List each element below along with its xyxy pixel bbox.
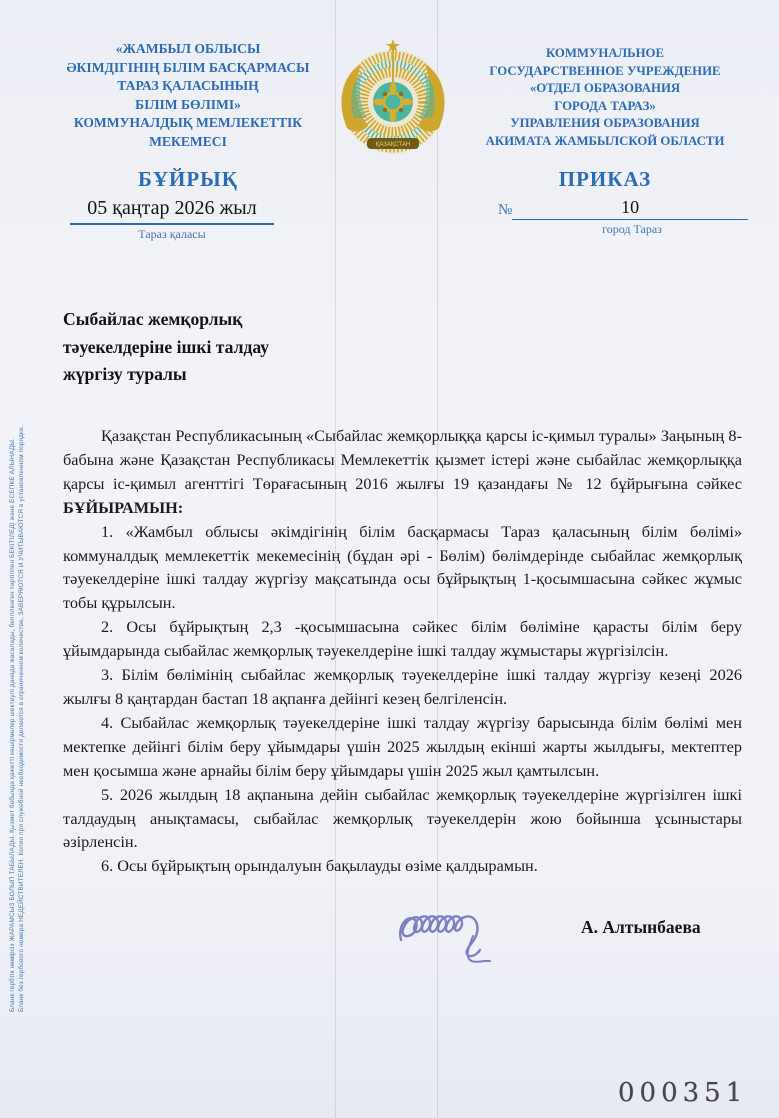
margin-note-russian: Бланк без гербового номера НЕДЕЙСТВИТЕЛЕН. Копии при служебной необходимости делаются в ограниченном количестве, ЗАВЕРЯЮТСЯ И УЧИТЫВАЮТСЯ в установленном порядке. [17,425,25,1012]
org-line: МЕКЕМЕСІ [149,133,227,149]
order-item: 4. Сыбайлас жемқорлық тәуекелдеріне ішкі талдау жүргізу барысында білім бөлімі мен мектепке дейінгі білім беру ұйымдары үшін 2025 жылдың екінші жарты жылдығы, мектептер мен қосымша және арнайы білім беру ұйымдары үшін 2025 жыл қамтылсын. [63,712,742,780]
org-line: ТАРАЗ ҚАЛАСЫНЫҢ [117,78,259,93]
order-item: 5. 2026 жылдың 18 ақпанына дейін сыбайлас жемқорлық тәуекелдеріне жүргізілген ішкі талдаудың анықтамасы, сыбайлас жемқорлық тәуекелдерін жою бойынша ұсыныстары әзірленсін. [63,784,742,852]
order-number-block [498,198,748,237]
kazakhstan-state-emblem-icon [332,26,454,172]
intro-text: Қазақстан Республикасының «Сыбайлас жемқорлыққа қарсы іс-қимыл туралы» Заңының 8-бабына және Қазақстан Республикасы Мемлекеттік қызмет істері және сыбайлас жемқорлыққа қарсы іс-қимыл агенттігі Төрағасының 2016 жылғы 19 қазандағы № 12 бұйрығына сәйкес [63,426,742,493]
order-title-russian: ПРИКАЗ [558,167,652,191]
order-item: 2. Осы бұйрықтың 2,3 -қосымшасына сәйкес білім бөліміне қарасты білім беру ұйымдарында сыбайлас жемқорлық тәуекелдеріне ішкі талдау жұмыстары жүргізілсін. [63,617,742,661]
org-line: ГОРОДА ТАРАЗ» [554,98,656,113]
order-date-block [70,197,274,242]
order-subject [63,306,269,389]
blank-serial-number: 000351 [618,1078,748,1108]
blank-validity-margin-note [9,306,26,1012]
order-body [63,424,742,970]
emblem-banner-text: ҚАЗАҚСТАН [375,142,411,148]
subject-line: Сыбайлас жемқорлық [63,309,243,329]
org-line: КОММУНАЛЬНОЕ [545,46,665,60]
org-line: «ЖАМБЫЛ ОБЛЫСЫ [115,41,261,56]
order-item: 3. Білім бөлімінің сыбайлас жемқорлық тәуекелдеріне ішкі талдау жүргізу кезеңі 2026 жылғы 8 қаңтардан бастап 18 ақпанға дейінгі кезең белгіленсін. [63,665,742,708]
org-name-russian [452,45,758,150]
margin-note-kazakh: Бланк гербтік нөмірсіз ЖАРАМСЫЗ БОЛЫП ТАБЫЛАДЫ. Қызмет бабында қажетті көшірмелер шектеулі данада жасалады, белгіленген тәртіппен БЕКІТІЛЕДІ және ЕСЕПКЕ АЛЫНАДЫ. [9,437,16,1012]
subject-line: тәуекелдеріне ішкі талдау [63,336,270,357]
signer-name: А. Алтынбаева [581,917,701,938]
org-line: «ОТДЕЛ ОБРАЗОВАНИЯ [529,81,681,95]
number-line [512,198,748,220]
number-sign: № [498,202,513,218]
order-date: 05 қаңтар 2026 жыл [70,197,274,225]
signature-block [63,890,742,970]
order-number: 10 [621,197,640,217]
org-line: ГОСУДАРСТВЕННОЕ УЧРЕЖДЕНИЕ [489,63,721,78]
handwritten-signature [393,890,553,977]
org-line: ӘКІМДІГІНІҢ БІЛІМ БАСҚАРМАСЫ [66,59,310,75]
org-name-kazakh [52,40,324,151]
org-line: УПРАВЛЕНИЯ ОБРАЗОВАНИЯ [510,116,700,130]
intro-paragraph [63,424,742,520]
org-line: АКИМАТА ЖАМБЫЛСКОЙ ОБЛАСТИ [485,133,725,148]
subject-line: жүргізу туралы [63,364,187,384]
order-place-russian: город Тараз [602,222,662,236]
order-item: 6. Осы бұйрықтың орындалуын бақылауды өзіме қалдырамын. [101,856,538,876]
order-place-kazakh: Тараз қаласы [138,227,206,241]
intro-resolve-word: БҰЙЫРАМЫН: [63,497,184,517]
order-item: 1. «Жамбыл облысы әкімдігінің білім басқармасы Тараз қаласының білім бөлімі» коммуналдық мемлекеттік мекемесінің (бұдан әрі - Бөлім) бөлімдерінде сыбайлас жемқорлық тәуекелдеріне ішкі талдау жүргізу мақсатында осы бұйрықтың 1-қосымшасына сәйкес жұмыс тобы құрылсын. [63,521,742,613]
order-title-kazakh: БҰЙРЫҚ [137,167,239,191]
org-line: БІЛІМ БӨЛІМІ» [135,96,241,112]
org-line: КОММУНАЛДЫҚ МЕМЛЕКЕТТІК [73,115,303,130]
